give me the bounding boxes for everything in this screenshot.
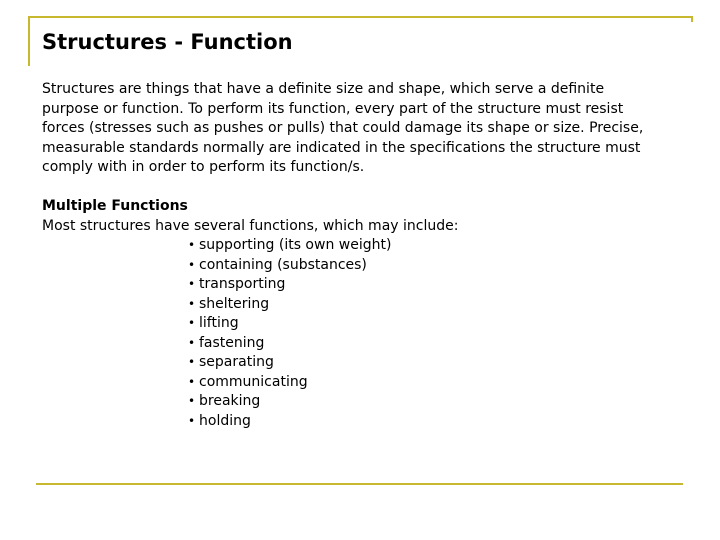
list-item-label: fastening (199, 334, 265, 351)
list-item-label: supporting (its own weight) (199, 237, 392, 253)
right-accent-tick (691, 16, 693, 22)
list-item-label: holding (199, 412, 251, 429)
top-accent-rule (28, 16, 693, 18)
list-item (188, 373, 682, 393)
bullet-icon: • (188, 257, 196, 272)
multiple-functions-section (42, 197, 682, 431)
list-item-label: communicating (199, 373, 308, 390)
bullet-icon: • (188, 296, 196, 311)
intro-paragraph (42, 80, 682, 178)
bullet-icon: • (188, 277, 196, 291)
paragraph-line: purpose or function. To perform its function, every part of the structure must resist (42, 100, 624, 117)
list-item (188, 412, 682, 432)
list-item-label: transporting (199, 276, 286, 292)
list-item (188, 236, 682, 256)
list-item-label: separating (199, 354, 274, 370)
list-item (188, 334, 682, 354)
slide-title: Structures - Function (42, 30, 293, 54)
list-item (188, 256, 682, 276)
bottom-accent-rule (36, 483, 683, 485)
bullet-icon: • (188, 335, 196, 350)
list-item (188, 353, 682, 373)
slide-body (42, 80, 682, 431)
list-item (188, 295, 682, 315)
bullet-icon: • (188, 316, 196, 330)
left-accent-rule (28, 16, 30, 66)
section-intro: Most structures have several functions, which may include: (42, 217, 459, 234)
list-item (188, 314, 682, 334)
bullet-icon: • (188, 413, 196, 428)
function-list (42, 236, 682, 431)
list-item-label: containing (substances) (199, 256, 367, 273)
bullet-icon: • (188, 394, 196, 408)
paragraph-line: Structures are things that have a definite size and shape, which serve a definite (42, 81, 605, 97)
list-item-label: lifting (199, 315, 239, 331)
paragraph-line: comply with in order to perform its function/s. (42, 159, 365, 175)
list-item (188, 392, 682, 412)
bullet-icon: • (188, 374, 196, 389)
list-item-label: sheltering (199, 295, 270, 312)
list-item-label: breaking (199, 393, 261, 409)
section-heading: Multiple Functions (42, 198, 188, 214)
paragraph-line: forces (stresses such as pushes or pulls) that could damage its shape or size. Precise, (42, 120, 644, 136)
list-item (188, 275, 682, 295)
paragraph-line: measurable standards normally are indicated in the specifications the structure must (42, 139, 641, 156)
bullet-icon: • (188, 238, 196, 252)
bullet-icon: • (188, 355, 196, 369)
